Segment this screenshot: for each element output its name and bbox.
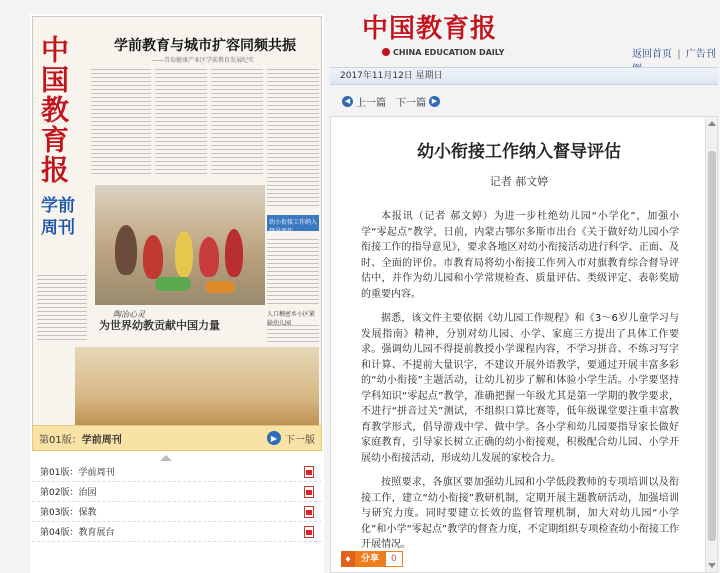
weekly-section-label: 学前周刊 (41, 196, 75, 238)
logo-en-text: CHINA EDUCATION DAILY (393, 48, 505, 57)
newspaper-masthead: 中国教育报 (37, 35, 70, 185)
text-column (91, 67, 151, 177)
article-author: 记者 郝文婷 (489, 175, 549, 188)
scroll-down-icon[interactable] (708, 563, 716, 568)
edition-number: 第01版： (40, 468, 79, 478)
edition-list-item[interactable] (32, 482, 322, 502)
article-body (361, 209, 679, 562)
prev-article-label: 上一篇 (356, 97, 386, 109)
edition-name[interactable]: 学前周刊 (81, 434, 122, 446)
share-count: 0 (385, 551, 403, 567)
edition-title: 保教 (78, 508, 97, 518)
article-paragraph: 本报讯（记者 郝文婷）为进一步杜绝幼儿园“小学化”，加强小学“零起点”教学，日前，内蒙古鄂尔多斯市出台《关于做好幼儿园小学衔接工作的指导意见》，要求各地区对幼小衔接活动进行科学、正面、及时、全面的评价。市教育局将幼小衔接工作列入市对旗教育综合督导评估中，并作为幼儿园和小学常规检查、质量评估、类级评定、表彰奖励的重要内容。 (361, 211, 679, 300)
edition-number: 第04版： (40, 528, 79, 538)
newspaper-headline[interactable]: 学前教育与城市扩容同频共振 (114, 38, 296, 54)
prev-arrow-icon: ◀ (342, 96, 353, 107)
date-bar (330, 67, 718, 85)
home-link[interactable]: 返回首页 (632, 49, 672, 60)
current-edition-bar (32, 425, 322, 451)
ads-link[interactable]: 广告刊 (685, 49, 716, 60)
article-scrollbar[interactable] (705, 117, 717, 572)
pdf-icon[interactable] (304, 526, 314, 538)
prev-article-button[interactable] (342, 94, 386, 109)
article-paragraph: 按照要求，各旗区要加强幼儿园和小学低段教师的专项培训以及衔接工作，建立“幼小衔接”教研机制，定期开展主题教研活动，加强培训与研究力度。同时要建立长效的监督管理机制，加大对幼儿园“小学化”和小学“零起点”教学的督查力度，不定期组织专项检查幼小衔接工作开展情况。 (361, 477, 679, 550)
edition-title: 学前周刊 (78, 468, 115, 478)
edition-list-item[interactable] (32, 462, 322, 482)
text-column (155, 67, 207, 177)
edition-list-item[interactable] (32, 522, 322, 542)
next-article-button[interactable] (396, 94, 440, 109)
issue-date: 2017年11月12日 星期日 (340, 71, 443, 81)
share-button[interactable] (341, 551, 403, 567)
newspaper-page-image[interactable] (32, 16, 322, 434)
site-logo-english (382, 48, 504, 57)
edition-title: 教育展台 (78, 528, 115, 538)
article-nav (330, 90, 718, 112)
pdf-icon[interactable] (304, 486, 314, 498)
next-edition-label: 下一版 (285, 434, 315, 446)
newspaper-bottom-title[interactable]: 为世界幼教贡献中国力量 (99, 319, 220, 332)
text-column (211, 67, 263, 177)
next-arrow-icon: ▶ (429, 96, 440, 107)
text-column (37, 273, 87, 343)
newspaper-side-headline[interactable]: 幼小衔接工作纳入督导评估 (267, 215, 319, 231)
site-logo[interactable]: 中国教育报 (362, 14, 498, 44)
collapse-arrow-icon[interactable] (160, 455, 172, 461)
scroll-up-icon[interactable] (708, 121, 716, 126)
pdf-icon[interactable] (304, 466, 314, 478)
article-title: 幼小衔接工作纳入督导评估 (417, 142, 621, 162)
text-column (267, 237, 319, 305)
next-arrow-icon: ▶ (267, 431, 281, 445)
newspaper-photo (95, 185, 265, 305)
article-paragraph: 据悉，该文件主要依据《幼儿园工作规程》和《3～6岁儿童学习与发展指南》精神，分别对幼儿园、小学、家庭三方提出了具体工作要求。强调幼儿园不得提前教授小学课程内容，不学习拼音、不练习写字和计算、不提前大量识字，不建议开展外语教学，要通过开展丰富多彩的“幼小衔接”主题活动，让幼儿初步了解和体验小学生活。小学要坚持学科知识“零起点”教学，准确把握一年级尤其是第一学期的教学要求，不进行“拼音过关”测试，不组织口算比赛等，低年级课堂要注重丰富教育教学形式，倡导游戏中学、做中学。各小学和幼儿园要指导家长做好家庭教育，引导家长树立正确的幼小衔接观，积极配合幼儿园、小学开展幼小衔接活动，形成幼儿发展的家校合力。 (361, 313, 679, 464)
logo-dot-icon (382, 48, 390, 56)
edition-list-item[interactable] (32, 502, 322, 522)
share-label: 分享 (355, 551, 385, 567)
newspaper-illustration (75, 347, 319, 431)
edition-title: 治园 (78, 488, 97, 498)
next-article-label: 下一篇 (396, 97, 426, 109)
newspaper-subhead: ——青岛健康产业区学前教育发展纪实 (151, 57, 254, 64)
next-edition-button[interactable] (267, 431, 315, 446)
weekly-section-title (35, 195, 81, 265)
newspaper-side-headline-2[interactable]: 人口稠密乡小区紧缺幼儿园 (267, 311, 316, 327)
share-icon: ♦ (341, 551, 355, 567)
edition-number: 第03版： (40, 508, 79, 518)
article-panel (330, 116, 718, 573)
pdf-icon[interactable] (304, 506, 314, 518)
text-column (267, 67, 319, 207)
edition-list (32, 462, 322, 542)
scroll-thumb[interactable] (708, 151, 716, 541)
photo-caption: 陶冶心灵 (113, 310, 145, 319)
edition-prefix: 第01版： (39, 434, 82, 446)
edition-number: 第02版： (40, 488, 79, 498)
link-separator: | (677, 49, 681, 60)
